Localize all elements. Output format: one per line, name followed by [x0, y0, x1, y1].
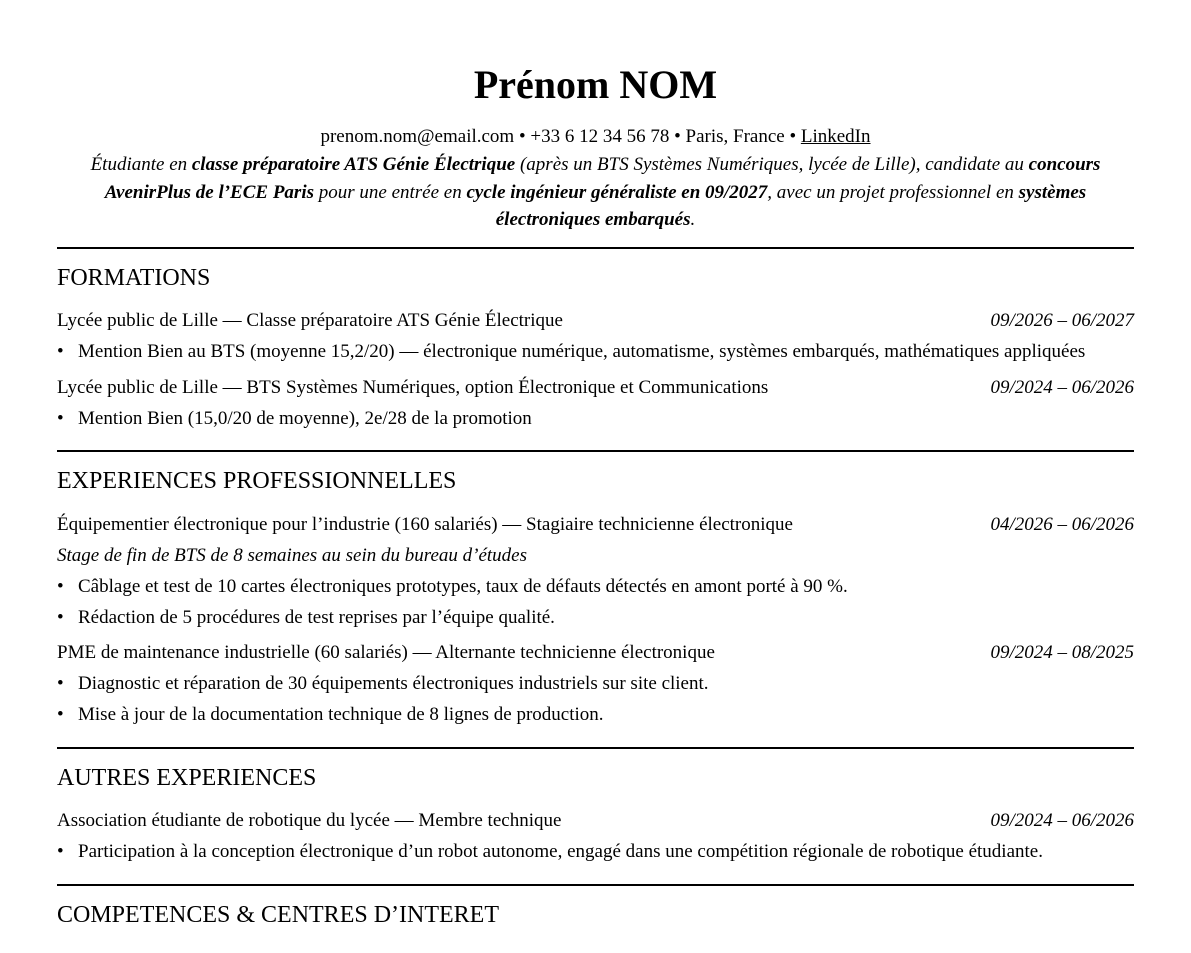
section-formations: [57, 263, 1134, 433]
bullet-icon: •: [57, 340, 64, 362]
section-competences: [57, 900, 1134, 930]
section-divider: [57, 747, 1134, 749]
email: prenom.nom@email.com: [320, 126, 515, 147]
section-title: FORMATIONS: [57, 264, 211, 291]
bullet-list: [57, 838, 1134, 866]
summary-text: , avec un projet professionnel en: [767, 181, 1019, 203]
bullet-list: [57, 573, 1134, 632]
section-autres-experiences: [57, 763, 1134, 866]
section-title: COMPETENCES & CENTRES D’INTERET: [57, 901, 499, 928]
section-experiences: [57, 466, 1134, 729]
bullet-text: Mise à jour de la documentation technique de 8 lignes de production.: [78, 703, 604, 725]
bullet-text: Câblage et test de 10 cartes électroniques prototypes, taux de défauts détectés en amont porté à 90 %.: [78, 575, 848, 597]
summary-text: Étudiante en: [90, 154, 192, 175]
bullet-text: Participation à la conception électronique d’un robot autonome, engagé dans une compétition régionale de robotique étudiante.: [78, 840, 1043, 862]
separator: •: [514, 126, 531, 147]
bullet-icon: •: [57, 672, 64, 694]
separator: •: [784, 126, 801, 147]
bullet-list: [57, 338, 1134, 366]
experience-entry: [57, 807, 1134, 866]
formation-entry: [57, 374, 1134, 433]
bullet-item: [57, 338, 1134, 366]
candidate-name: Prénom NOM: [473, 62, 718, 107]
summary-text: (après un BTS Systèmes Numériques, lycée de Lille), candidate au: [515, 154, 1029, 175]
experience-entry: [57, 639, 1134, 729]
bullet-item: [57, 573, 1134, 601]
bullet-text: Rédaction de 5 procédures de test reprises par l’équipe qualité.: [78, 606, 555, 628]
bullet-text: Mention Bien au BTS (moyenne 15,2/20) — électronique numérique, automatisme, systèmes embarqués, mathématiques appliquées: [78, 340, 1086, 362]
entry-title: Lycée public de Lille — BTS Systèmes Numériques, option Électronique et Communications: [57, 376, 769, 398]
bullet-icon: •: [57, 407, 64, 429]
entry-date: 04/2026 – 06/2026: [990, 513, 1134, 535]
section-divider: [57, 247, 1134, 249]
bullet-icon: •: [57, 703, 64, 725]
separator: •: [669, 126, 686, 147]
entry-title: Association étudiante de robotique du lycée — Membre technique: [57, 809, 562, 831]
bullet-item: [57, 838, 1134, 866]
resume-content: [57, 58, 1134, 930]
summary-highlight: classe préparatoire ATS Génie Électrique: [191, 154, 516, 175]
bullet-icon: •: [57, 840, 64, 862]
summary-text: .: [690, 209, 696, 230]
section-title: AUTRES EXPERIENCES: [57, 764, 317, 791]
entry-title: Lycée public de Lille — Classe préparatoire ATS Génie Électrique: [57, 309, 563, 331]
entry-date: 09/2026 – 06/2027: [990, 309, 1134, 331]
entry-title: PME de maintenance industrielle (60 salariés) — Alternante technicienne électronique: [57, 641, 715, 663]
phone: +33 6 12 34 56 78: [530, 126, 670, 147]
summary-highlight: systèmes électroniques embarqués: [495, 181, 1087, 230]
profile-summary: [57, 151, 1134, 234]
entry-title: Équipementier électronique pour l’industrie (160 salariés) — Stagiaire technicienne électronique: [57, 513, 793, 535]
section-divider: [57, 450, 1134, 452]
entry-header: [57, 807, 1134, 835]
entry-header: [57, 307, 1134, 335]
bullet-item: [57, 670, 1134, 698]
bullet-icon: •: [57, 606, 64, 628]
entry-date: 09/2024 – 06/2026: [990, 376, 1134, 398]
formation-entry: [57, 307, 1134, 366]
entry-header: [57, 374, 1134, 402]
bullet-text: Diagnostic et réparation de 30 équipements électroniques industriels sur site client.: [78, 672, 709, 694]
bullet-text: Mention Bien (15,0/20 de moyenne), 2e/28 de la promotion: [78, 407, 532, 429]
bullet-list: [57, 670, 1134, 729]
bullet-list: [57, 405, 1134, 433]
entry-header: [57, 639, 1134, 667]
entry-date: 09/2024 – 06/2026: [990, 809, 1134, 831]
contact-line: [57, 123, 1134, 151]
bullet-item: [57, 701, 1134, 729]
summary-highlight: cycle ingénieur généraliste en 09/2027: [466, 181, 768, 203]
bullet-icon: •: [57, 575, 64, 597]
section-title: EXPERIENCES PROFESSIONNELLES: [57, 467, 457, 494]
entry-subtitle: Stage de fin de BTS de 8 semaines au sein du bureau d’études: [57, 544, 527, 566]
summary-highlight: concours AvenirPlus de l’ECE Paris: [104, 154, 1101, 203]
bullet-item: [57, 405, 1134, 433]
location: Paris, France: [685, 126, 785, 147]
experience-entry: [57, 511, 1134, 632]
entry-header: [57, 511, 1134, 539]
bullet-item: [57, 604, 1134, 632]
entry-date: 09/2024 – 08/2025: [990, 641, 1134, 663]
linkedin-link[interactable]: LinkedIn: [800, 126, 871, 147]
summary-text: pour une entrée en: [314, 181, 467, 203]
section-divider: [57, 884, 1134, 886]
